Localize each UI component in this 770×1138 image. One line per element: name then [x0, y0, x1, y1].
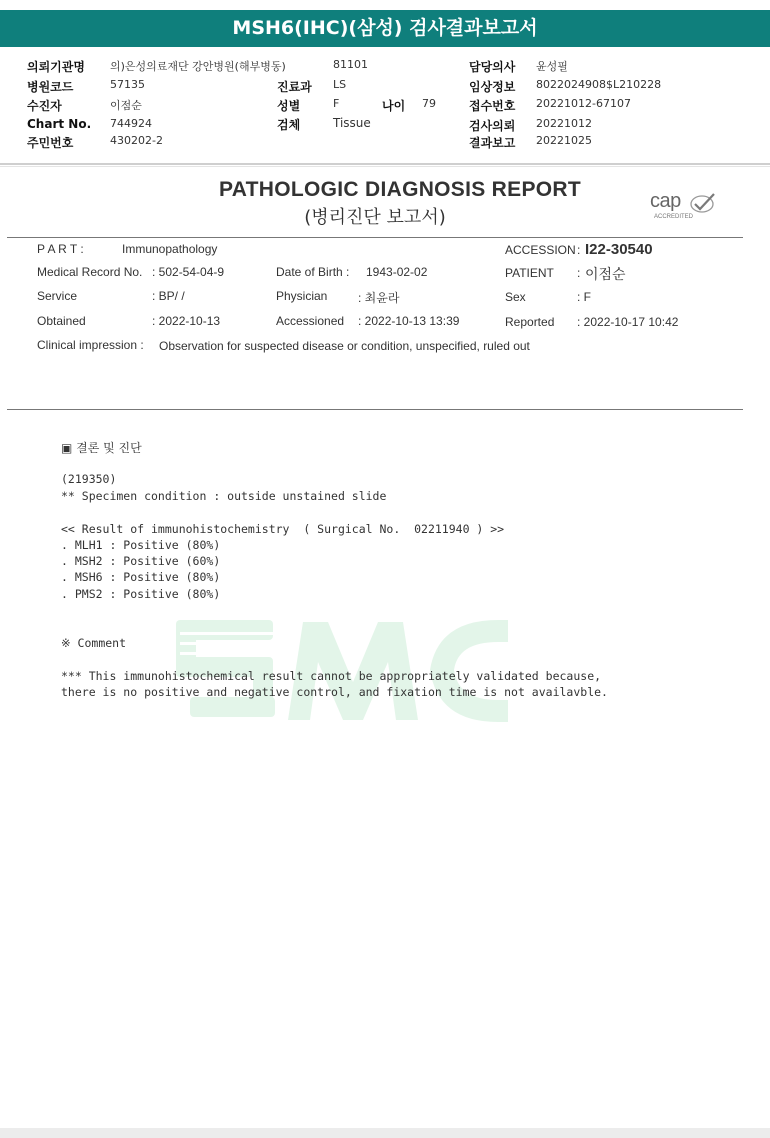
clinical-info-label: 임상정보: [469, 80, 516, 94]
specimen-label: 검체: [277, 118, 301, 132]
dept-label: 진료과: [277, 80, 312, 94]
divider: [0, 166, 770, 167]
age-label: 나이: [382, 99, 406, 113]
patient-label: 수진자: [27, 99, 62, 113]
comment-line-1: *** This immunohistochemical result cannot be appropriately validated because,: [61, 669, 602, 683]
request-value: 20221012: [536, 117, 592, 130]
request-info: [0, 50, 770, 170]
service-value: : BP/ /: [152, 289, 185, 303]
header-top-rule: [7, 237, 743, 238]
clinical-impression-value: Observation for suspected disease or condition, unspecified, ruled out: [159, 339, 530, 353]
bottom-bar: [0, 1128, 770, 1138]
report-subtitle: (병리진단 보고서): [304, 207, 446, 228]
resident-value: 430202-2: [110, 134, 163, 147]
ihc-result-header: << Result of immunohistochemistry ( Surgical No. 02211940 ) >>: [61, 522, 505, 536]
sex-label: 성별: [277, 99, 301, 113]
dob-label: Date of Birth :: [276, 265, 350, 279]
institution-label: 의뢰기관명: [27, 60, 85, 74]
receipt-label: 접수번호: [469, 99, 516, 113]
accession-label: ACCESSION: [505, 243, 576, 257]
cap-accredited-text: ACCREDITED: [654, 214, 694, 220]
lab-code: (219350): [61, 472, 117, 486]
mrn-label: Medical Record No.: [37, 265, 143, 279]
sex-value: : F: [577, 290, 591, 304]
accessioned-value: : 2022-10-13 13:39: [358, 314, 460, 328]
dept-value: LS: [333, 78, 347, 91]
title-bar: MSH6(IHC)(삼성) 검사결과보고서: [0, 10, 770, 47]
sex-value: F: [333, 97, 340, 110]
comment-heading: ※ Comment: [61, 636, 127, 650]
dob-value: 1943-02-02: [366, 265, 428, 279]
specimen-value: Tissue: [333, 116, 371, 130]
result-msh6: . MSH6 : Positive (80%): [61, 570, 221, 584]
clinical-impression-label: Clinical impression :: [37, 338, 144, 352]
reported-label: Reported: [505, 315, 555, 329]
chart-label: Chart No.: [27, 117, 92, 131]
resident-label: 주민번호: [27, 136, 74, 150]
result-report-value: 20221025: [536, 134, 592, 147]
divider: [0, 163, 770, 165]
request-label: 검사의뢰: [469, 119, 516, 133]
comment-line-2: there is no positive and negative control, and fixation time is not availavble.: [61, 685, 608, 699]
accession-colon: :: [577, 243, 581, 257]
report-title: PATHOLOGIC DIAGNOSIS REPORT: [218, 178, 581, 201]
hospital-code-label: 병원코드: [27, 80, 74, 94]
mrn-value: : 502-54-04-9: [152, 265, 225, 279]
result-mlh1: . MLH1 : Positive (80%): [61, 538, 221, 552]
accession-value: I22-30540: [585, 241, 653, 258]
chart-value: 744924: [110, 117, 152, 130]
result-report-label: 결과보고: [469, 136, 516, 150]
checkmark-icon: [688, 192, 716, 214]
doctor-value: 윤성필: [536, 60, 568, 73]
result-pms2: . PMS2 : Positive (80%): [61, 587, 221, 601]
physician-label: Physician: [276, 289, 328, 303]
obtained-label: Obtained: [37, 314, 86, 328]
part-value: Immunopathology: [122, 242, 218, 256]
reported-value: : 2022-10-17 10:42: [577, 315, 679, 329]
patient-value: 이점순: [110, 99, 142, 112]
age-value: 79: [422, 97, 436, 110]
hospital-code-value: 57135: [110, 78, 145, 91]
cap-accredited-logo: [650, 190, 720, 226]
patient-label: PATIENT: [505, 266, 554, 280]
header-bottom-rule: [7, 409, 743, 410]
institution-code: 81101: [333, 58, 368, 71]
institution-value: 의)은성의료재단 강안병원(해부병동): [110, 60, 286, 73]
clinical-info-value: 8022024908$L210228: [536, 78, 662, 91]
patient-value: 이점순: [585, 266, 626, 282]
obtained-value: : 2022-10-13: [152, 314, 221, 328]
result-msh2: . MSH2 : Positive (60%): [61, 554, 221, 568]
cap-logo-text: cap: [650, 190, 681, 212]
accessioned-label: Accessioned: [276, 314, 345, 328]
specimen-condition: ** Specimen condition : outside unstained slide: [61, 489, 387, 503]
part-label: P A R T :: [37, 242, 84, 256]
doctor-label: 담당의사: [469, 60, 516, 74]
receipt-value: 20221012-67107: [536, 97, 631, 110]
physician-value: : 최윤라: [358, 291, 400, 305]
service-label: Service: [37, 289, 78, 303]
patient-colon: :: [577, 266, 581, 280]
sex-label: Sex: [505, 290, 526, 304]
section-title: ▣ 결론 및 진단: [61, 441, 142, 455]
